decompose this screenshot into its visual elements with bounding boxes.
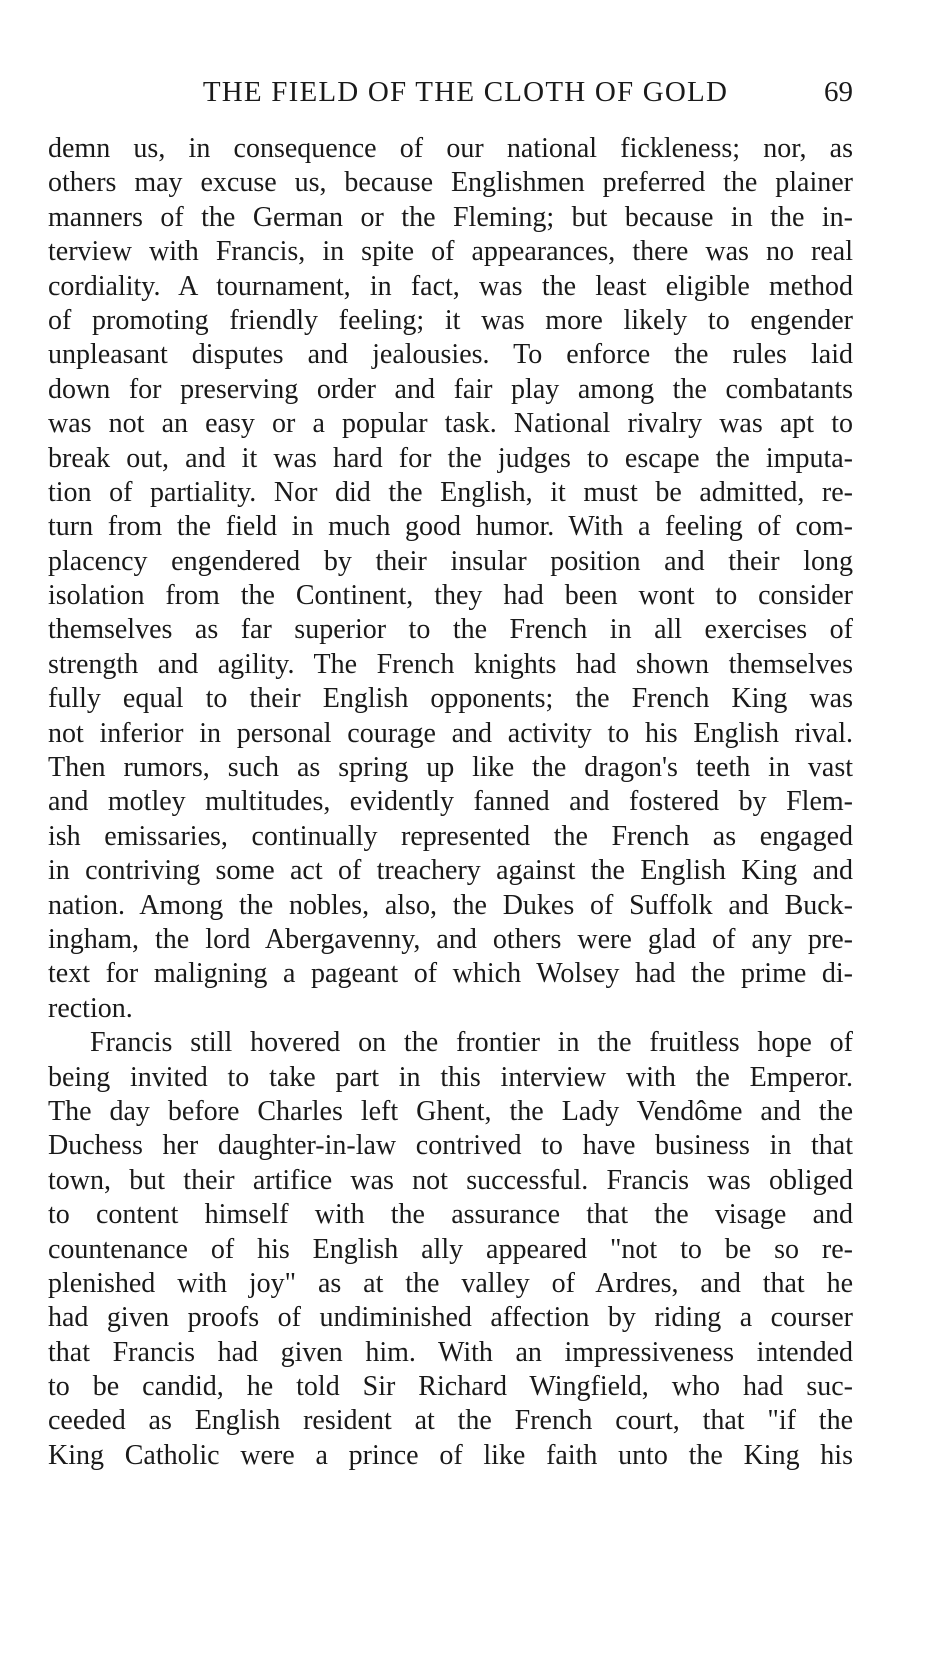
text-line: and motley multitudes, evidently fanned and fostered by Flem- [48, 786, 853, 818]
text-line: others may excuse us, because Englishmen preferred the plainer [48, 167, 853, 199]
text-line: themselves as far superior to the French in all exercises of [48, 614, 853, 646]
text-line: Francis still hovered on the frontier in the fruitless hope of [90, 1027, 853, 1059]
text-line: ingham, the lord Abergavenny, and others were glad of any pre- [48, 923, 853, 955]
running-head [48, 72, 853, 112]
text-line: unpleasant disputes and jealousies. To enforce the rules laid [48, 339, 853, 371]
text-line: ceeded as English resident at the French court, that "if the [48, 1405, 853, 1437]
text-line: fully equal to their English opponents; the French King was [48, 683, 853, 715]
text-line: in contriving some act of treachery against the English King and [48, 855, 853, 887]
text-line: town, but their artifice was not successful. Francis was obliged [48, 1164, 853, 1196]
text-line: Duchess her daughter-in-law contrived to have business in that [48, 1130, 853, 1162]
text-line: break out, and it was hard for the judges to escape the imputa- [48, 442, 853, 474]
text-line: to content himself with the assurance that the visage and [48, 1199, 853, 1231]
text-line: terview with Francis, in spite of appearances, there was no real [48, 236, 853, 268]
text-line: ish emissaries, continually represented the French as engaged [48, 820, 853, 852]
text-line: had given proofs of undiminished affection by riding a courser [48, 1302, 853, 1334]
text-line: strength and agility. The French knights had shown themselves [48, 648, 853, 680]
text-line: of promoting friendly feeling; it was more likely to engender [48, 304, 853, 336]
text-line: The day before Charles left Ghent, the Lady Vendôme and the [48, 1095, 853, 1127]
running-title: THE FIELD OF THE CLOTH OF GOLD [202, 76, 729, 108]
text-line: text for maligning a pageant of which Wolsey had the prime di- [48, 958, 853, 990]
text-line: that Francis had given him. With an impressiveness intended [48, 1336, 853, 1368]
text-line: down for preserving order and fair play among the combatants [48, 373, 853, 405]
text-line: not inferior in personal courage and activity to his English rival. [48, 717, 853, 749]
body-text [48, 132, 853, 1473]
text-line: King Catholic were a prince of like faith unto the King his [48, 1439, 853, 1471]
text-line: isolation from the Continent, they had been wont to consider [48, 580, 853, 612]
text-line: nation. Among the nobles, also, the Dukes of Suffolk and Buck- [48, 889, 853, 921]
text-line: Then rumors, such as spring up like the dragon's teeth in vast [48, 752, 853, 784]
page-number: 69 [824, 76, 853, 108]
text-line: tion of partiality. Nor did the English, it must be admitted, re- [48, 476, 853, 508]
text-line: rection. [48, 992, 133, 1024]
text-line: turn from the field in much good humor. With a feeling of com- [48, 511, 853, 543]
text-line: was not an easy or a popular task. National rivalry was apt to [48, 408, 853, 440]
text-line: being invited to take part in this interview with the Emperor. [48, 1061, 853, 1093]
text-line: countenance of his English ally appeared "not to be so re- [48, 1233, 853, 1265]
text-line: placency engendered by their insular position and their long [48, 545, 853, 577]
text-line: cordiality. A tournament, in fact, was the least eligible method [48, 270, 853, 302]
text-line: to be candid, he told Sir Richard Wingfield, who had suc- [48, 1371, 853, 1403]
text-line: plenished with joy" as at the valley of Ardres, and that he [48, 1267, 853, 1299]
text-line: demn us, in consequence of our national fickleness; nor, as [48, 133, 853, 164]
text-line: manners of the German or the Fleming; but because in the in- [48, 201, 853, 233]
